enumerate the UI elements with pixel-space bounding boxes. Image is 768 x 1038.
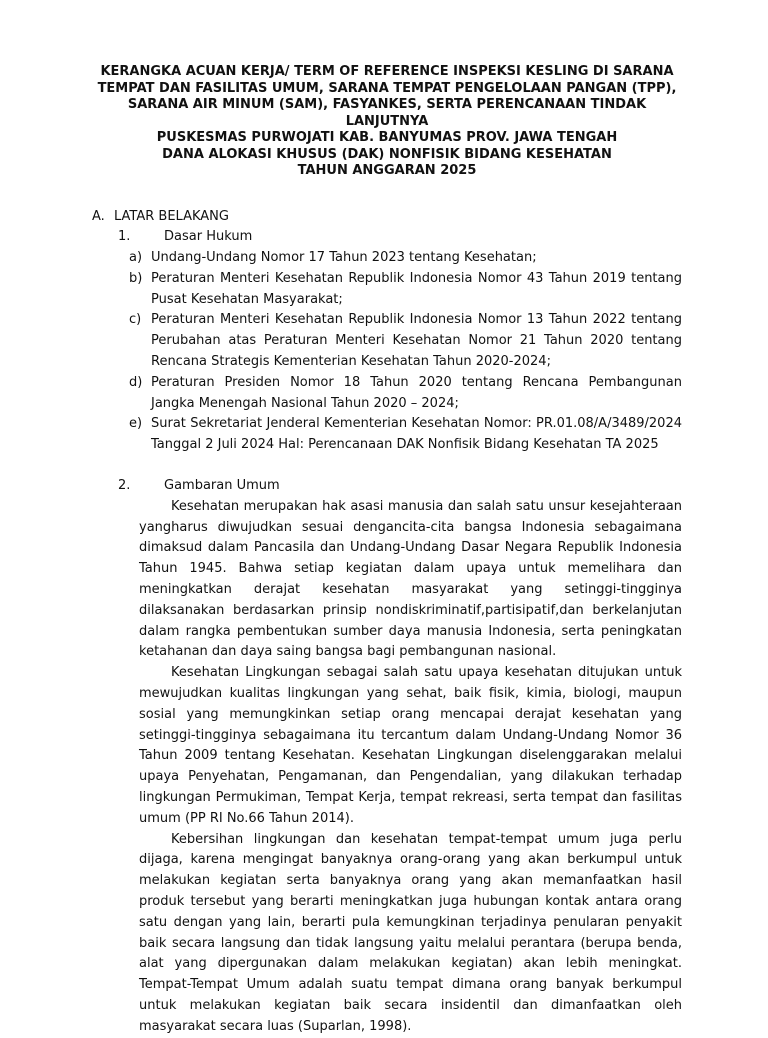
list-item [129, 248, 682, 269]
subsection-label: 2. [118, 478, 131, 494]
list-item-text: Peraturan Presiden Nomor 18 Tahun 2020 tentang Rencana Pembangunan Jangka Menengah Nasional Tahun 2020 – 2024; [151, 374, 682, 411]
title-line: SARANA AIR MINUM (SAM), FASYANKES, SERTA PERENCANAAN TINDAK [127, 97, 647, 112]
subsection-heading-dasar-hukum [92, 227, 682, 248]
section-heading [92, 207, 682, 228]
subsection-title: Dasar Hukum [164, 229, 253, 245]
body-paragraph: Kesehatan Lingkungan sebagai salah satu upaya kesehatan ditujukan untuk mewujudkan kualitas lingkungan yang sehat, baik fisik, kimia, biologi, maupun sosial yang memungkinkan setiap orang mencapai derajat kesehatan yang setinggi-tingginya sebagaimana itu tercantum dalam Undang-Undang Nomor 36 Tahun 2009 tentang Kesehatan. Kesehatan Lingkungan diselenggarakan melalui upaya Penyehatan, Pengamanan, dan Pengendalian, yang dilakukan terhadap lingkungan Permukiman, Tempat Kerja, tempat rekreasi, serta tempat dan fasilitas umum (PP RI No.66 Tahun 2014). [139, 665, 682, 826]
list-marker: e) [129, 416, 143, 432]
list-item-text: Surat Sekretariat Jenderal Kementerian Kesehatan Nomor: PR.01.08/A/3489/2024 Tanggal 2 Juli 2024 Hal: Perencanaan DAK Nonfisik Bidang Kesehatan TA 2025 [151, 416, 682, 453]
list-marker: d) [129, 374, 143, 390]
title-line: TAHUN ANGGARAN 2025 [297, 163, 477, 178]
subsection-label: 1. [118, 229, 131, 245]
section-title: LATAR BELAKANG [114, 208, 229, 224]
list-item [129, 373, 682, 415]
list-item [129, 414, 682, 456]
list-marker: b) [129, 270, 143, 286]
legal-basis-list [92, 248, 682, 456]
list-item-text: Peraturan Menteri Kesehatan Republik Indonesia Nomor 13 Tahun 2022 tentang Perubahan atas Peraturan Menteri Kesehatan Nomor 21 Tahun 2020 tentang Rencana Strategis Kementerian Kesehatan Tahun 2020-2024; [151, 312, 682, 370]
subsection-heading-gambaran-umum [92, 476, 682, 497]
subsection-title: Gambaran Umum [164, 478, 280, 494]
list-marker: c) [129, 312, 142, 328]
section-label: A. [92, 208, 105, 224]
list-item-text: Undang-Undang Nomor 17 Tahun 2023 tentang Kesehatan; [151, 250, 537, 266]
body-paragraph: Kebersihan lingkungan dan kesehatan tempat-tempat umum juga perlu dijaga, karena mengingat banyaknya orang-orang yang akan berkumpul untuk melakukan kegiatan serta banyaknya orang yang akan memanfaatkan hasil produk tersebut yang berarti meningkatkan juga hubungan kontak antara orang satu dengan yang lain, berarti pula kemungkinan terjadinya penularan penyakit baik secara langsung dan tidak langsung yaitu melalui perantara (berupa benda, alat yang dipergunakan dalam melakukan kegiatan) akan lebih meningkat. Tempat-Tempat Umum adalah suatu tempat dimana orang banyak berkumpul untuk melakukan kegiatan baik secara insidentil dan dimanfaatkan oleh masyarakat secara luas (Suparlan, 1998). [139, 831, 682, 1034]
title-line: LANJUTNYA [345, 113, 429, 129]
list-item [129, 269, 682, 311]
body-paragraph: Kesehatan merupakan hak asasi manusia dan salah satu unsur kesejahteraan yangharus diwujudkan sesuai dengancita-cita bangsa Indonesia sebagaimana dimaksud dalam Pancasila dan Undang-Undang Dasar Negara Republik Indonesia Tahun 1945. Bahwa setiap kegiatan dalam upaya untuk memelihara dan meningkatkan derajat kesehatan masyarakat yang setinggi-tingginya dilaksanakan berdasarkan prinsip nondiskriminatif,partisipatif,dan berkelanjutan dalam rangka pembentukan sumber daya manusia Indonesia, serta peningkatan ketahanan dan daya saing bangsa bagi pembangunan nasional. [139, 498, 682, 660]
title-line: PUSKESMAS PURWOJATI KAB. BANYUMAS PROV. JAWA TENGAH [156, 130, 618, 145]
list-item-text: Peraturan Menteri Kesehatan Republik Indonesia Nomor 43 Tahun 2019 tentang Pusat Kesehatan Masyarakat; [151, 270, 682, 307]
document-title [92, 64, 682, 180]
list-item [129, 310, 682, 372]
title-line: DANA ALOKASI KHUSUS (DAK) NONFISIK BIDANG KESEHATAN [162, 146, 612, 162]
document-body [92, 207, 682, 1038]
title-line: KERANGKA ACUAN KERJA/ TERM OF REFERENCE INSPEKSI KESLING DI SARANA [100, 64, 674, 79]
title-line: TEMPAT DAN FASILITAS UMUM, SARANA TEMPAT PENGELOLAAN PANGAN (TPP), [97, 80, 677, 96]
list-marker: a) [129, 250, 143, 266]
